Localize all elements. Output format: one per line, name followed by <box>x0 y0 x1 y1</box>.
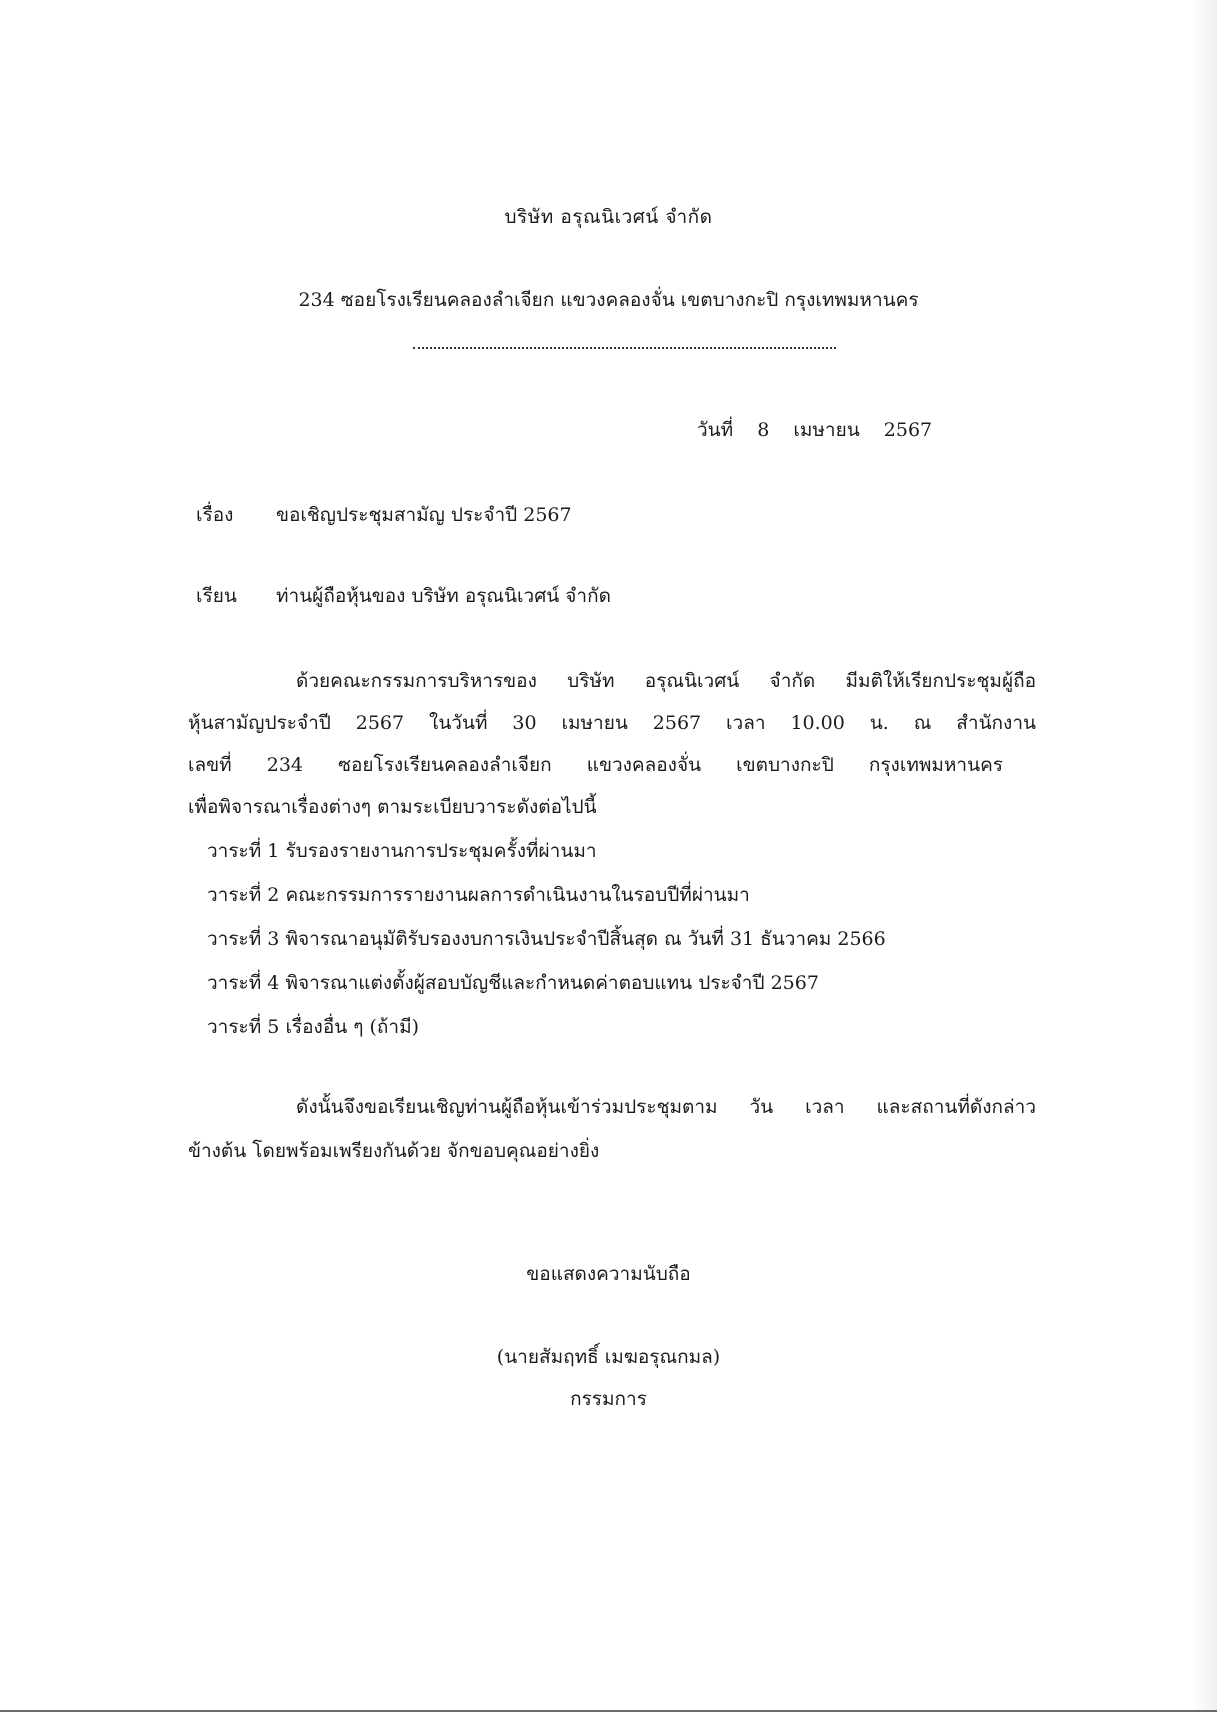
agenda-item: วาระที่ 1 รับรองรายงานการประชุมครั้งที่ผ่านมา <box>207 840 597 862</box>
body-line: ด้วยคณะกรรมการบริหารของ บริษัท อรุณนิเวศน์ จำกัด มีมติให้เรียกประชุมผู้ถือ <box>296 670 1036 692</box>
subject-line <box>196 503 572 527</box>
recipient-line <box>196 584 611 608</box>
date-year: 2567 <box>883 419 933 441</box>
bottom-border-line <box>0 1710 1217 1712</box>
closing-line: ข้างต้น โดยพร้อมเพรียงกันด้วย จักขอบคุณอย่างยิ่ง <box>188 1140 600 1162</box>
recipient-label: เรียน <box>196 585 237 607</box>
subject-label: เรื่อง <box>196 504 234 526</box>
scan-edge-shadow <box>1191 0 1217 1710</box>
body-line: เลขที่ 234 ซอยโรงเรียนคลองลำเจียก แขวงคลองจั่น เขตบางกะปิ กรุงเทพมหานคร <box>188 754 1003 776</box>
date-day: 8 <box>757 419 770 441</box>
body-line: เพื่อพิจารณาเรื่องต่างๆ ตามระเบียบวาระดังต่อไปนี้ <box>188 796 597 818</box>
recipient-text: ท่านผู้ถือหุ้นของ บริษัท อรุณนิเวศน์ จำกัด <box>276 585 611 607</box>
signer-name: (นายสัมฤทธิ์ เมฆอรุณกมล) <box>496 1346 721 1368</box>
closing-line: ดังนั้นจึงขอเรียนเชิญท่านผู้ถือหุ้นเข้าร่วมประชุมตาม วัน เวลา และสถานที่ดังกล่าว <box>296 1096 1036 1118</box>
agenda-item: วาระที่ 4 พิจารณาแต่งตั้งผู้สอบบัญชีและกำหนดค่าตอบแทน ประจำปี 2567 <box>207 972 819 994</box>
date-label: วันที่ <box>697 419 734 441</box>
agenda-item: วาระที่ 3 พิจารณาอนุมัติรับรองงบการเงินประจำปีสิ้นสุด ณ วันที่ 31 ธันวาคม 2566 <box>207 928 886 950</box>
dotted-divider <box>413 347 836 349</box>
agenda-item: วาระที่ 2 คณะกรรมการรายงานผลการดำเนินงานในรอบปีที่ผ่านมา <box>207 884 750 906</box>
letter-date <box>697 418 950 442</box>
company-name: บริษัท อรุณนิเวศน์ จำกัด <box>504 206 713 228</box>
agenda-item: วาระที่ 5 เรื่องอื่น ๆ (ถ้ามี) <box>207 1016 420 1038</box>
date-month: เมษายน <box>793 419 860 441</box>
signer-title: กรรมการ <box>570 1388 647 1410</box>
subject-text: ขอเชิญประชุมสามัญ ประจำปี 2567 <box>276 504 572 526</box>
body-line: หุ้นสามัญประจำปี 2567 ในวันที่ 30 เมษายน 2567 เวลา 10.00 น. ณ สำนักงาน <box>188 712 1036 734</box>
signoff: ขอแสดงความนับถือ <box>526 1263 691 1285</box>
company-address: 234 ซอยโรงเรียนคลองลำเจียก แขวงคลองจั่น เขตบางกะปิ กรุงเทพมหานคร <box>298 289 919 311</box>
